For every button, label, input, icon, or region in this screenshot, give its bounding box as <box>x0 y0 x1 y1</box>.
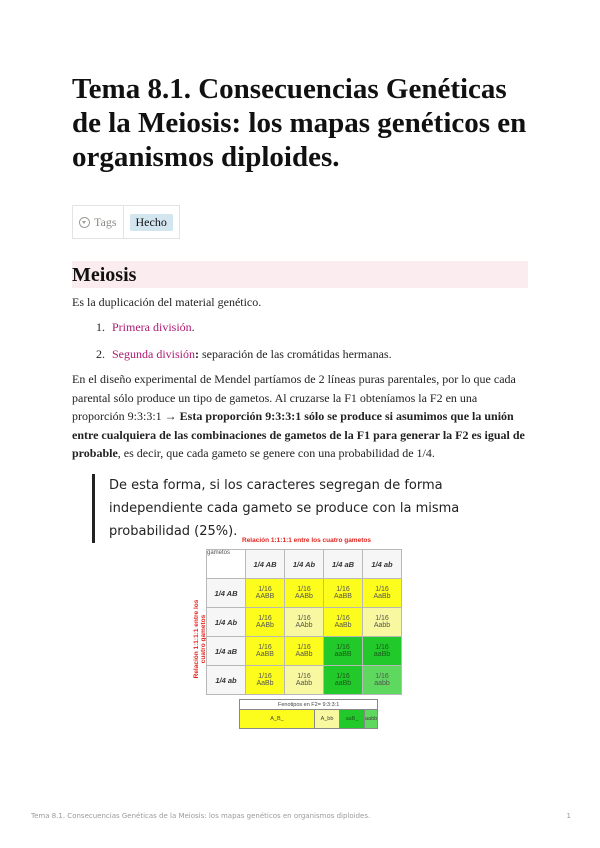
list-item-rest: separación de las cromátidas hermanas. <box>199 347 392 361</box>
properties-table <box>72 205 180 239</box>
select-property-icon <box>79 217 90 228</box>
tags-property <box>73 206 124 238</box>
genotype-cell: 1/16 AaBB <box>246 637 285 666</box>
list-number: 1. <box>96 320 105 334</box>
genotype-cell: 1/16 AABb <box>246 608 285 637</box>
tag-badge[interactable]: Hecho <box>130 214 173 231</box>
phenotype-table <box>239 699 378 729</box>
col-header: 1/4 aB <box>324 550 363 579</box>
list-item <box>96 345 392 363</box>
genotype-cell: 1/16 AaBb <box>363 579 402 608</box>
page-footer <box>31 812 571 820</box>
row-header: 1/4 AB <box>207 579 246 608</box>
list-item-colon: : <box>195 347 199 361</box>
genotype-cell: 1/16 AAbb <box>285 608 324 637</box>
genotype-cell: 1/16 Aabb <box>363 608 402 637</box>
phenotype-cell: A_B_ <box>240 710 315 729</box>
intro-text: Es la duplicación del material genético. <box>72 295 262 309</box>
genotype-cell: 1/16 AABb <box>285 579 324 608</box>
row-header: 1/4 Ab <box>207 608 246 637</box>
figure-top-label: Relación 1:1:1:1 entre los cuatro gametos <box>242 537 371 544</box>
row-header: 1/4 aB <box>207 637 246 666</box>
genotype-cell: 1/16 aaBb <box>363 637 402 666</box>
genotype-cell: 1/16 aaBb <box>324 666 363 695</box>
genotype-cell: 1/16 AaBB <box>324 579 363 608</box>
list-item <box>96 318 195 336</box>
paragraph-bold: Esta proporción 9:3:3:1 sólo se produce si asumimos que la unión entre cualquiera de las combinaciones de gametos de la F1 para generar la F2 es igual de probable <box>72 409 525 460</box>
genotype-cell: 1/16 Aabb <box>285 666 324 695</box>
footer-text: Tema 8.1. Consecuencias Genéticas de la Meiosis: los mapas genéticos en organismos diploides. <box>31 812 371 820</box>
genotype-cell: 1/16 AaBb <box>324 608 363 637</box>
list-item-rest: . <box>191 320 195 334</box>
section-heading: Meiosis <box>72 261 528 288</box>
paragraph-plain-1: En el diseño experimental de Mendel partíamos de 2 líneas puras parentales, por lo que cada parental sólo produce un tipo de gametos. Al cruzarse la F1 obteníamos la F2 en una proporción 9:3:3:1 → <box>72 372 516 423</box>
col-header: 1/4 AB <box>246 550 285 579</box>
body-paragraph <box>72 370 528 463</box>
phenotype-cell: aaB_ <box>340 710 365 729</box>
list-number: 2. <box>96 347 105 361</box>
punnett-square <box>206 549 402 695</box>
punnett-figure <box>190 537 416 739</box>
primera-division-link[interactable]: Primera división <box>112 320 192 334</box>
corner-cell: gametos <box>207 550 246 579</box>
phenotype-cell: A_bb <box>315 710 340 729</box>
genotype-cell: 1/16 AABB <box>246 579 285 608</box>
phenotype-title: Fenotipos en F2= 9:3:3:1 <box>240 700 378 710</box>
page-number: 1 <box>566 812 571 820</box>
genotype-cell: 1/16 aaBB <box>324 637 363 666</box>
genotype-cell: 1/16 aabb <box>363 666 402 695</box>
col-header: 1/4 Ab <box>285 550 324 579</box>
figure-side-label: Relación 1:1:1:1 entre los cuatro gametos <box>193 599 207 679</box>
phenotype-cell: aabb <box>365 710 378 729</box>
genotype-cell: 1/16 AaBb <box>285 637 324 666</box>
blockquote: De esta forma, si los caracteres segregan de forma independiente cada gameto se produce con la misma probabilidad (25%). <box>92 474 529 543</box>
page-title: Tema 8.1. Consecuencias Genéticas de la Meiosis: los mapas genéticos en organismos diploides. <box>72 73 527 173</box>
tags-label: Tags <box>94 214 117 229</box>
row-header: 1/4 ab <box>207 666 246 695</box>
tags-value-cell[interactable] <box>124 206 179 238</box>
col-header: 1/4 ab <box>363 550 402 579</box>
genotype-cell: 1/16 AaBb <box>246 666 285 695</box>
segunda-division-link[interactable]: Segunda división <box>112 347 195 361</box>
paragraph-plain-2: , es decir, que cada gameto se genere con una probabilidad de 1/4. <box>117 446 435 460</box>
